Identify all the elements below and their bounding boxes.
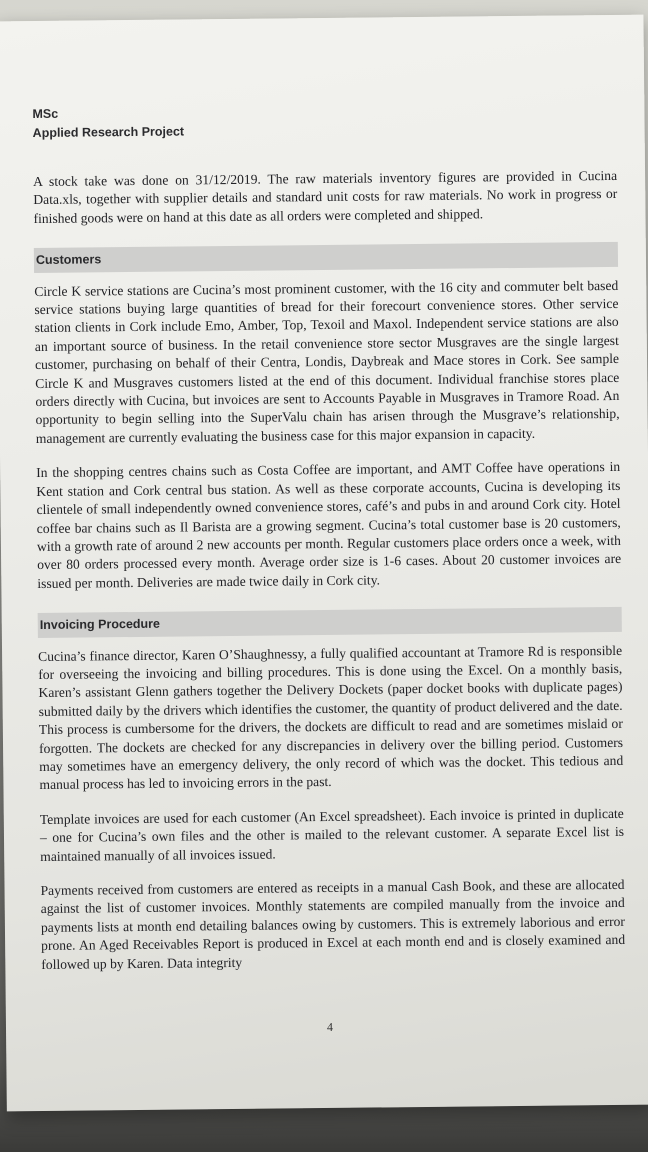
invoicing-paragraph-3: Payments received from customers are entered as receipts in a manual Cash Book, and these are allocated against the list of customer invoices. Monthly statements are compiled manually from the invoice and payments lists at month end detailing balances owing by customers. This is extremely laborious and error prone. An Aged Receivables Report is produced in Excel at each month end and is closely examined and followed up by Karen. Data integrity — [40, 876, 626, 972]
invoicing-paragraph-1: Cucina’s finance director, Karen O’Shaughnessy, a fully qualified accountant at Tramore Rd is responsible for overseeing the invoicing and billing procedures. This is done using the Excel. On a monthly basis, Karen’s assistant Glenn gathers together the Delivery Dockets (paper docket books with duplicate pages) submitted daily by the drivers which identifies the customer, the quantity of product delivered and the date. This process is cumbersome for the drivers, the dockets are difficult to read and are sometimes mislaid or forgotten. The dockets are checked for any discrepancies in delivery over the billing period. Customers may sometimes have an emergency delivery, the only record of which was the docket. This tedious and manual process has led to invoicing errors in the past. — [38, 642, 624, 793]
document-body — [33, 167, 626, 990]
page-number: 4 — [326, 1019, 334, 1034]
document-header — [32, 103, 184, 143]
section-heading-invoicing: Invoicing Procedure — [38, 607, 622, 638]
header-project-title: Applied Research Project — [32, 124, 185, 141]
header-degree: MSc — [32, 106, 59, 122]
invoicing-paragraph-2: Template invoices are used for each customer (An Excel spreadsheet). Each invoice is printed in duplicate – one for Cucina’s own files and the other is mailed to the relevant customer. A separate Excel list is maintained manually of all invoices issued. — [39, 805, 625, 864]
intro-paragraph: A stock take was done on 31/12/2019. The raw materials inventory figures are provided in Cucina Data.xls, together with supplier details and standard unit costs for raw materials. No work in progress or finished goods were on hand at this date as all orders were completed and shipped. — [33, 167, 618, 226]
document-page — [0, 15, 648, 1112]
customers-paragraph-2: In the shopping centres chains such as Costa Coffee are important, and AMT Coffee have operations in Kent station and Cork central bus station. As well as these corporate accounts, Cucina is developing its clientele of small independently owned convenience stores, café’s and pubs in and around Cork city. Hotel coffee bar chains such as Il Barista are a growing segment. Cucina’s total customer base is 20 customers, with a growth rate of around 2 new accounts per month. Regular customers place orders once a week, with over 80 orders processed every month. Average order size is 1-6 cases. About 20 customer invoices are issued per month. Deliveries are made twice daily in Cork city. — [36, 459, 622, 591]
customers-paragraph-1: Circle K service stations are Cucina’s most prominent customer, with the 16 city and commuter belt based service stations buying large quantities of bread for their forecourt convenience stores. Other service station clients in Cork include Emo, Amber, Top, Texoil and Maxol. Independent service stations are also an important source of business. In the retail convenience store sector Musgraves are the single largest customer, purchasing on behalf of their Centra, Londis, Daybreak and Mace stores in Cork. See sample Circle K and Musgraves customers listed at the end of this document. Individual franchise stores place orders directly with Cucina, but invoices are sent to Accounts Payable in Musgraves in Tramore Road. An opportunity to begin selling into the SuperValu chain has arisen through the Musgrave’s relationship, management are currently evaluating the business case for this major expansion in capacity. — [34, 277, 620, 446]
section-heading-customers: Customers — [34, 242, 618, 273]
